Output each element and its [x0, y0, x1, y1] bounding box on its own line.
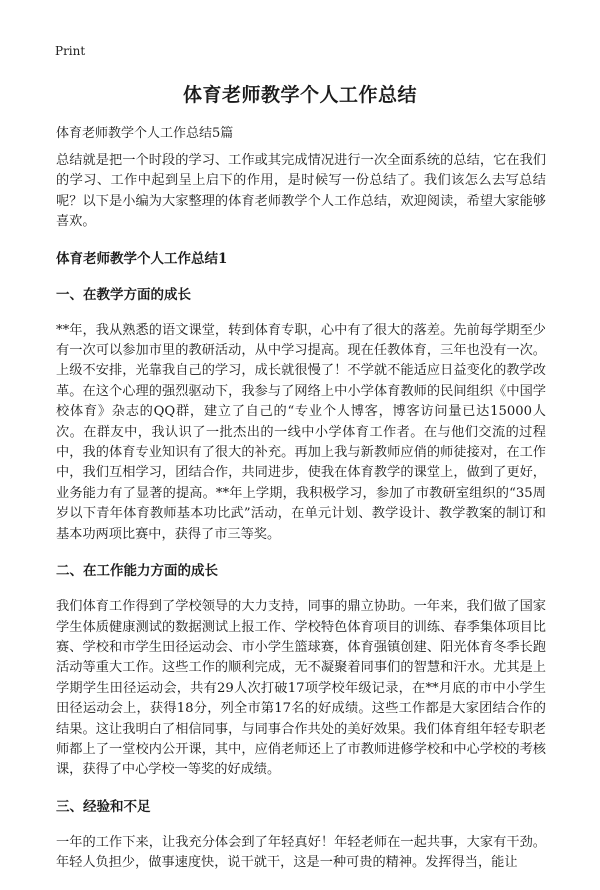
- page-title: 体育老师教学个人工作总结: [182, 84, 417, 106]
- document-subtitle: 体育老师教学个人工作总结5篇: [56, 126, 234, 141]
- intro-paragraph: 总结就是把一个时段的学习、工作或其完成情况进行一次全面系统的总结，它在我们的学习、工作中起到呈上启下的作用，是时候写一份总结了。我们该怎么去写总结呢？以下是小编为大家整理的体育老师教学个人工作总结，欢迎阅读，希望大家能够喜欢。: [56, 153, 546, 230]
- section-paragraph-teaching: **年，我从熟悉的语文课堂，转到体育专职，心中有了很大的落差。先前每学期至少有一次可以参加市里的教研活动，从中学习提高。现在任教体育，三年也没有一次。上级不安排，光靠我自己的学习，成长就很慢了！不学就不能适应日益变化的教学改革。在这个心理的强烈驱动下，我参与了网络上中小学体育教师的民间组织《中国学校体育》杂志的QQ群，建立了自己的“专业个人博客，博客访问量已达15000人次。在群友中，我认识了一批杰出的一线中小学体育工作者。在与他们交流的过程中，我的体育专业知识有了很大的补充。再加上我与新教师应俏的师徒接对，在工作中，我们互相学习，团结合作，共同进步，使我在体育教学的课堂上，做到了更好，业务能力有了显著的提高。**年上学期，我积极学习，参加了市教研室组织的“35周岁以下青年体育教师基本功比武”活动，在单元计划、教学设计、教学教案的制订和基本功两项比赛中，获得了市三等奖。: [56, 322, 546, 542]
- section-heading-work-ability: 二、在工作能力方面的成长: [56, 563, 218, 580]
- section-heading-experience: 三、经验和不足: [56, 798, 151, 815]
- section-heading-teaching: 一、在教学方面的成长: [56, 286, 191, 303]
- section-title: 体育老师教学个人工作总结1: [56, 250, 228, 267]
- article-body: [56, 151, 546, 890]
- print-link[interactable]: Print: [55, 44, 86, 58]
- section-paragraph-experience: 一年的工作下来，让我充分体会到了年轻真好！年轻老师在一起共事，大家有干劲。年轻人负担少，做事速度快，说干就干，这是一种可贵的精神。发挥得当，能让: [56, 834, 546, 871]
- section-paragraph-work-ability: 我们体育工作得到了学校领导的大力支持，同事的鼎立协助。一年来，我们做了国家学生体质健康测试的数据测试上报工作、学校特色体育项目的训练、春季集体项目比赛、学校和市学生田径运动会、市小学生篮球赛，体育强镇创建、阳光体育冬季长跑活动等重大工作。这些工作的顺利完成，无不凝聚着同事们的智慧和汗水。尤其是上学期学生田径运动会，共有29人次打破17项学校年级记录，在**月底的市中小学生田径运动会上，获得18分，列全市第17名的好成绩。这些工作都是大家团结合作的结果。这让我明白了相信同事，与同事合作共处的美好效果。我们体育组年轻专职老师都上了一堂校内公开课，其中，应俏老师还上了市教师进修学校和中心学校的考核课，获得了中心学校一等奖的好成绩。: [56, 599, 546, 778]
